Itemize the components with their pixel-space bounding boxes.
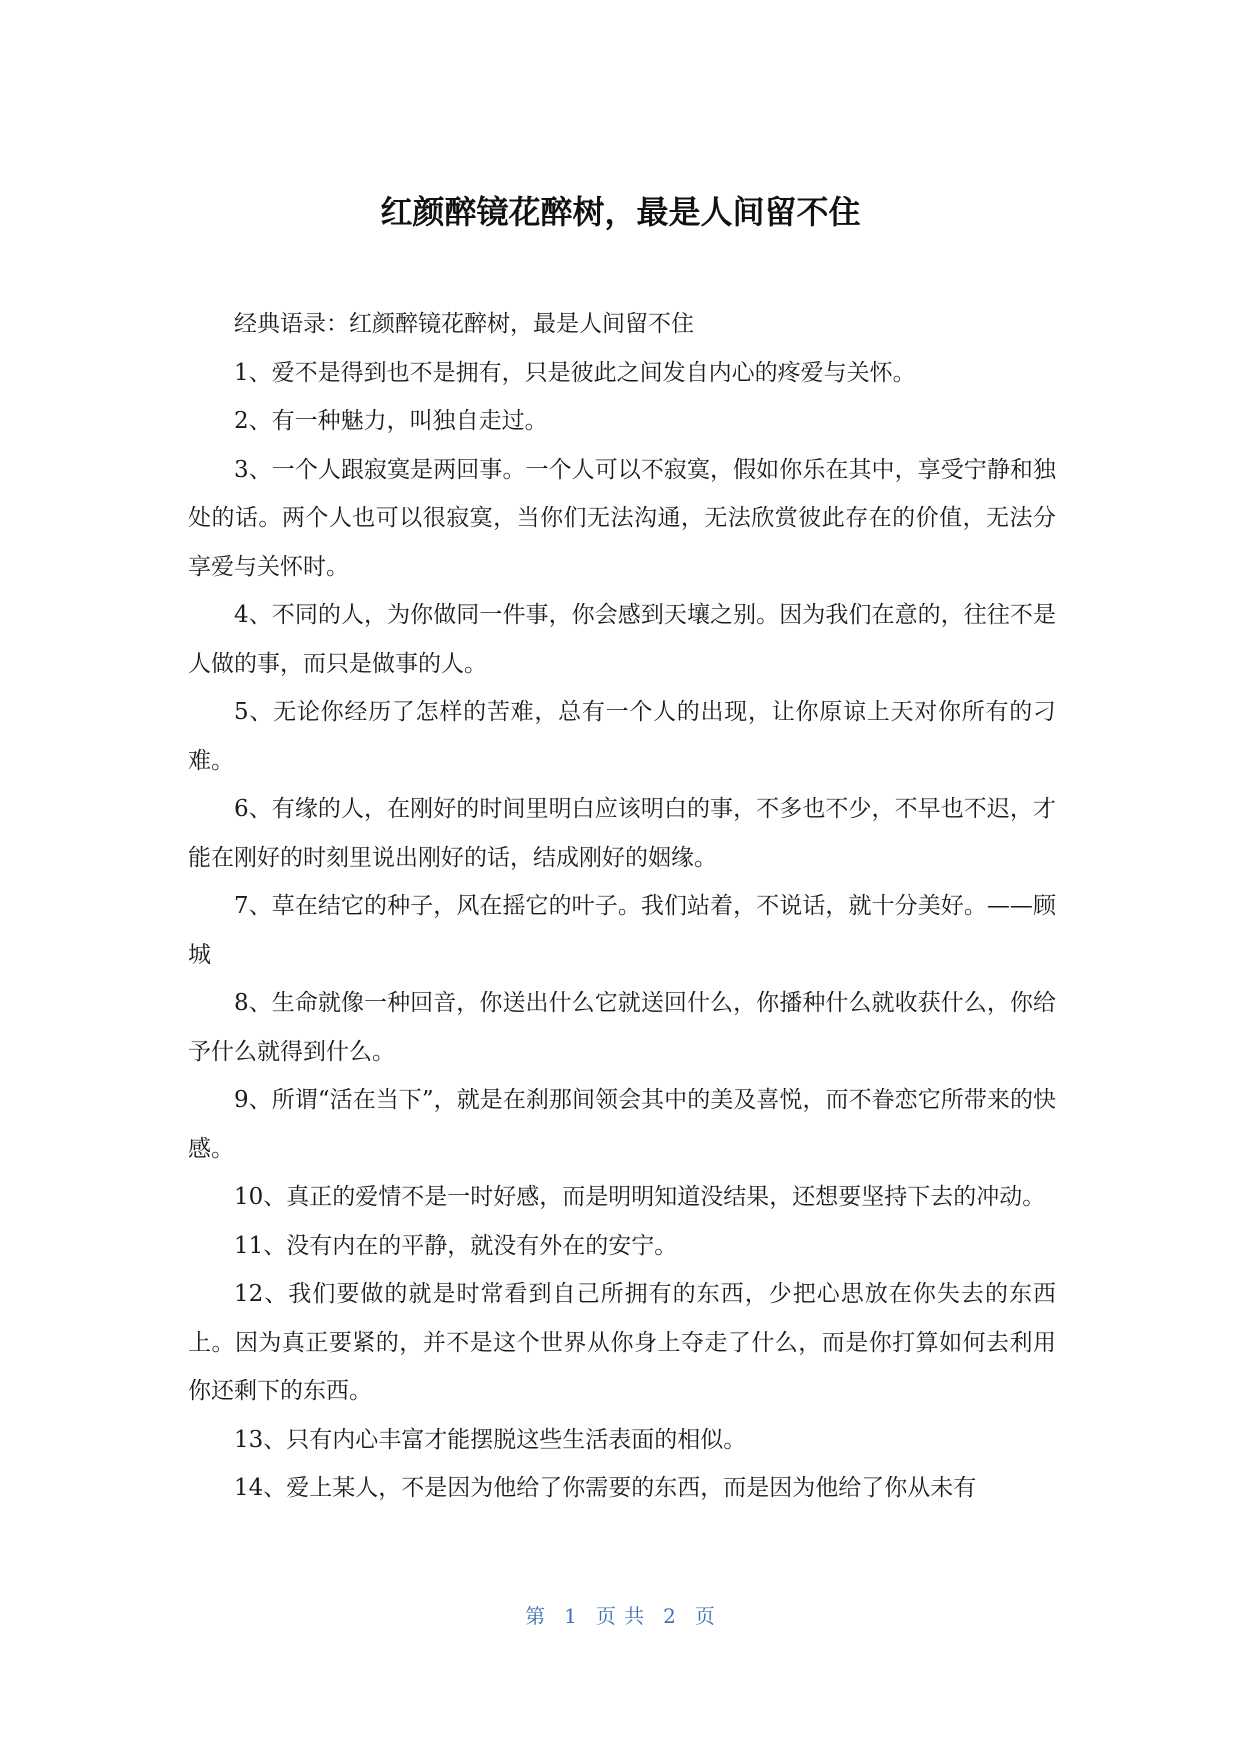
quote-paragraph-14: 14、爱上某人，不是因为他给了你需要的东西，而是因为他给了你从未有: [234, 1475, 977, 1501]
quote-paragraph-4: 4、不同的人，为你做同一件事，你会感到天壤之别。因为我们在意的，往往不是人做的事，而只是做事的人。: [188, 602, 1056, 677]
footer-prefix: 第: [525, 1604, 547, 1628]
quote-paragraph-12: 12、我们要做的就是时常看到自己所拥有的东西，少把心思放在你失去的东西上。因为真正要紧的，并不是这个世界从你身上夺走了什么，而是你打算如何去利用你还剩下的东西。: [188, 1281, 1056, 1404]
current-page-number: 1: [564, 1604, 578, 1628]
quote-paragraph-7: 7、草在结它的种子，风在摇它的叶子。我们站着，不说话，就十分美好。——顾城: [188, 893, 1056, 968]
total-pages-number: 2: [663, 1604, 677, 1628]
footer-middle: 页 共: [595, 1604, 646, 1628]
quote-paragraph-3: 3、一个人跟寂寞是两回事。一个人可以不寂寞，假如你乐在其中，享受宁静和独处的话。两个人也可以很寂寞，当你们无法沟通，无法欣赏彼此存在的价值，无法分享爱与关怀时。: [188, 456, 1056, 580]
quote-paragraph-9: 9、所谓“活在当下”，就是在刹那间领会其中的美及喜悦，而不眷恋它所带来的快感。: [188, 1087, 1056, 1162]
quote-paragraph-6: 6、有缘的人，在刚好的时间里明白应该明白的事，不多也不少，不早也不迟，才能在刚好的时刻里说出刚好的话，结成刚好的姻缘。: [188, 796, 1056, 871]
document-title: 红颜醉镜花醉树，最是人间留不住: [380, 193, 861, 231]
quote-paragraph-8: 8、生命就像一种回音，你送出什么它就送回什么，你播种什么就收获什么，你给予什么就得到什么。: [188, 990, 1056, 1065]
quote-paragraph-13: 13、只有内心丰富才能摆脱这些生活表面的相似。: [234, 1426, 747, 1453]
page-footer: [0, 1600, 1241, 1629]
quote-paragraph-10: 10、真正的爱情不是一时好感，而是明明知道没结果，还想要坚持下去的冲动。: [234, 1184, 1046, 1210]
footer-suffix: 页: [694, 1604, 716, 1628]
document-body: [188, 300, 1056, 1513]
quote-paragraph-1: 1、爱不是得到也不是拥有，只是彼此之间发自内心的疼爱与关怀。: [234, 359, 916, 386]
quote-paragraph-5: 5、无论你经历了怎样的苦难，总有一个人的出现，让你原谅上天对你所有的刁难。: [188, 699, 1056, 774]
intro-paragraph: 经典语录：红颜醉镜花醉树，最是人间留不住: [234, 311, 694, 337]
quote-paragraph-2: 2、有一种魅力，叫独自走过。: [234, 408, 548, 434]
quote-paragraph-11: 11、没有内在的平静，就没有外在的安宁。: [234, 1232, 678, 1259]
